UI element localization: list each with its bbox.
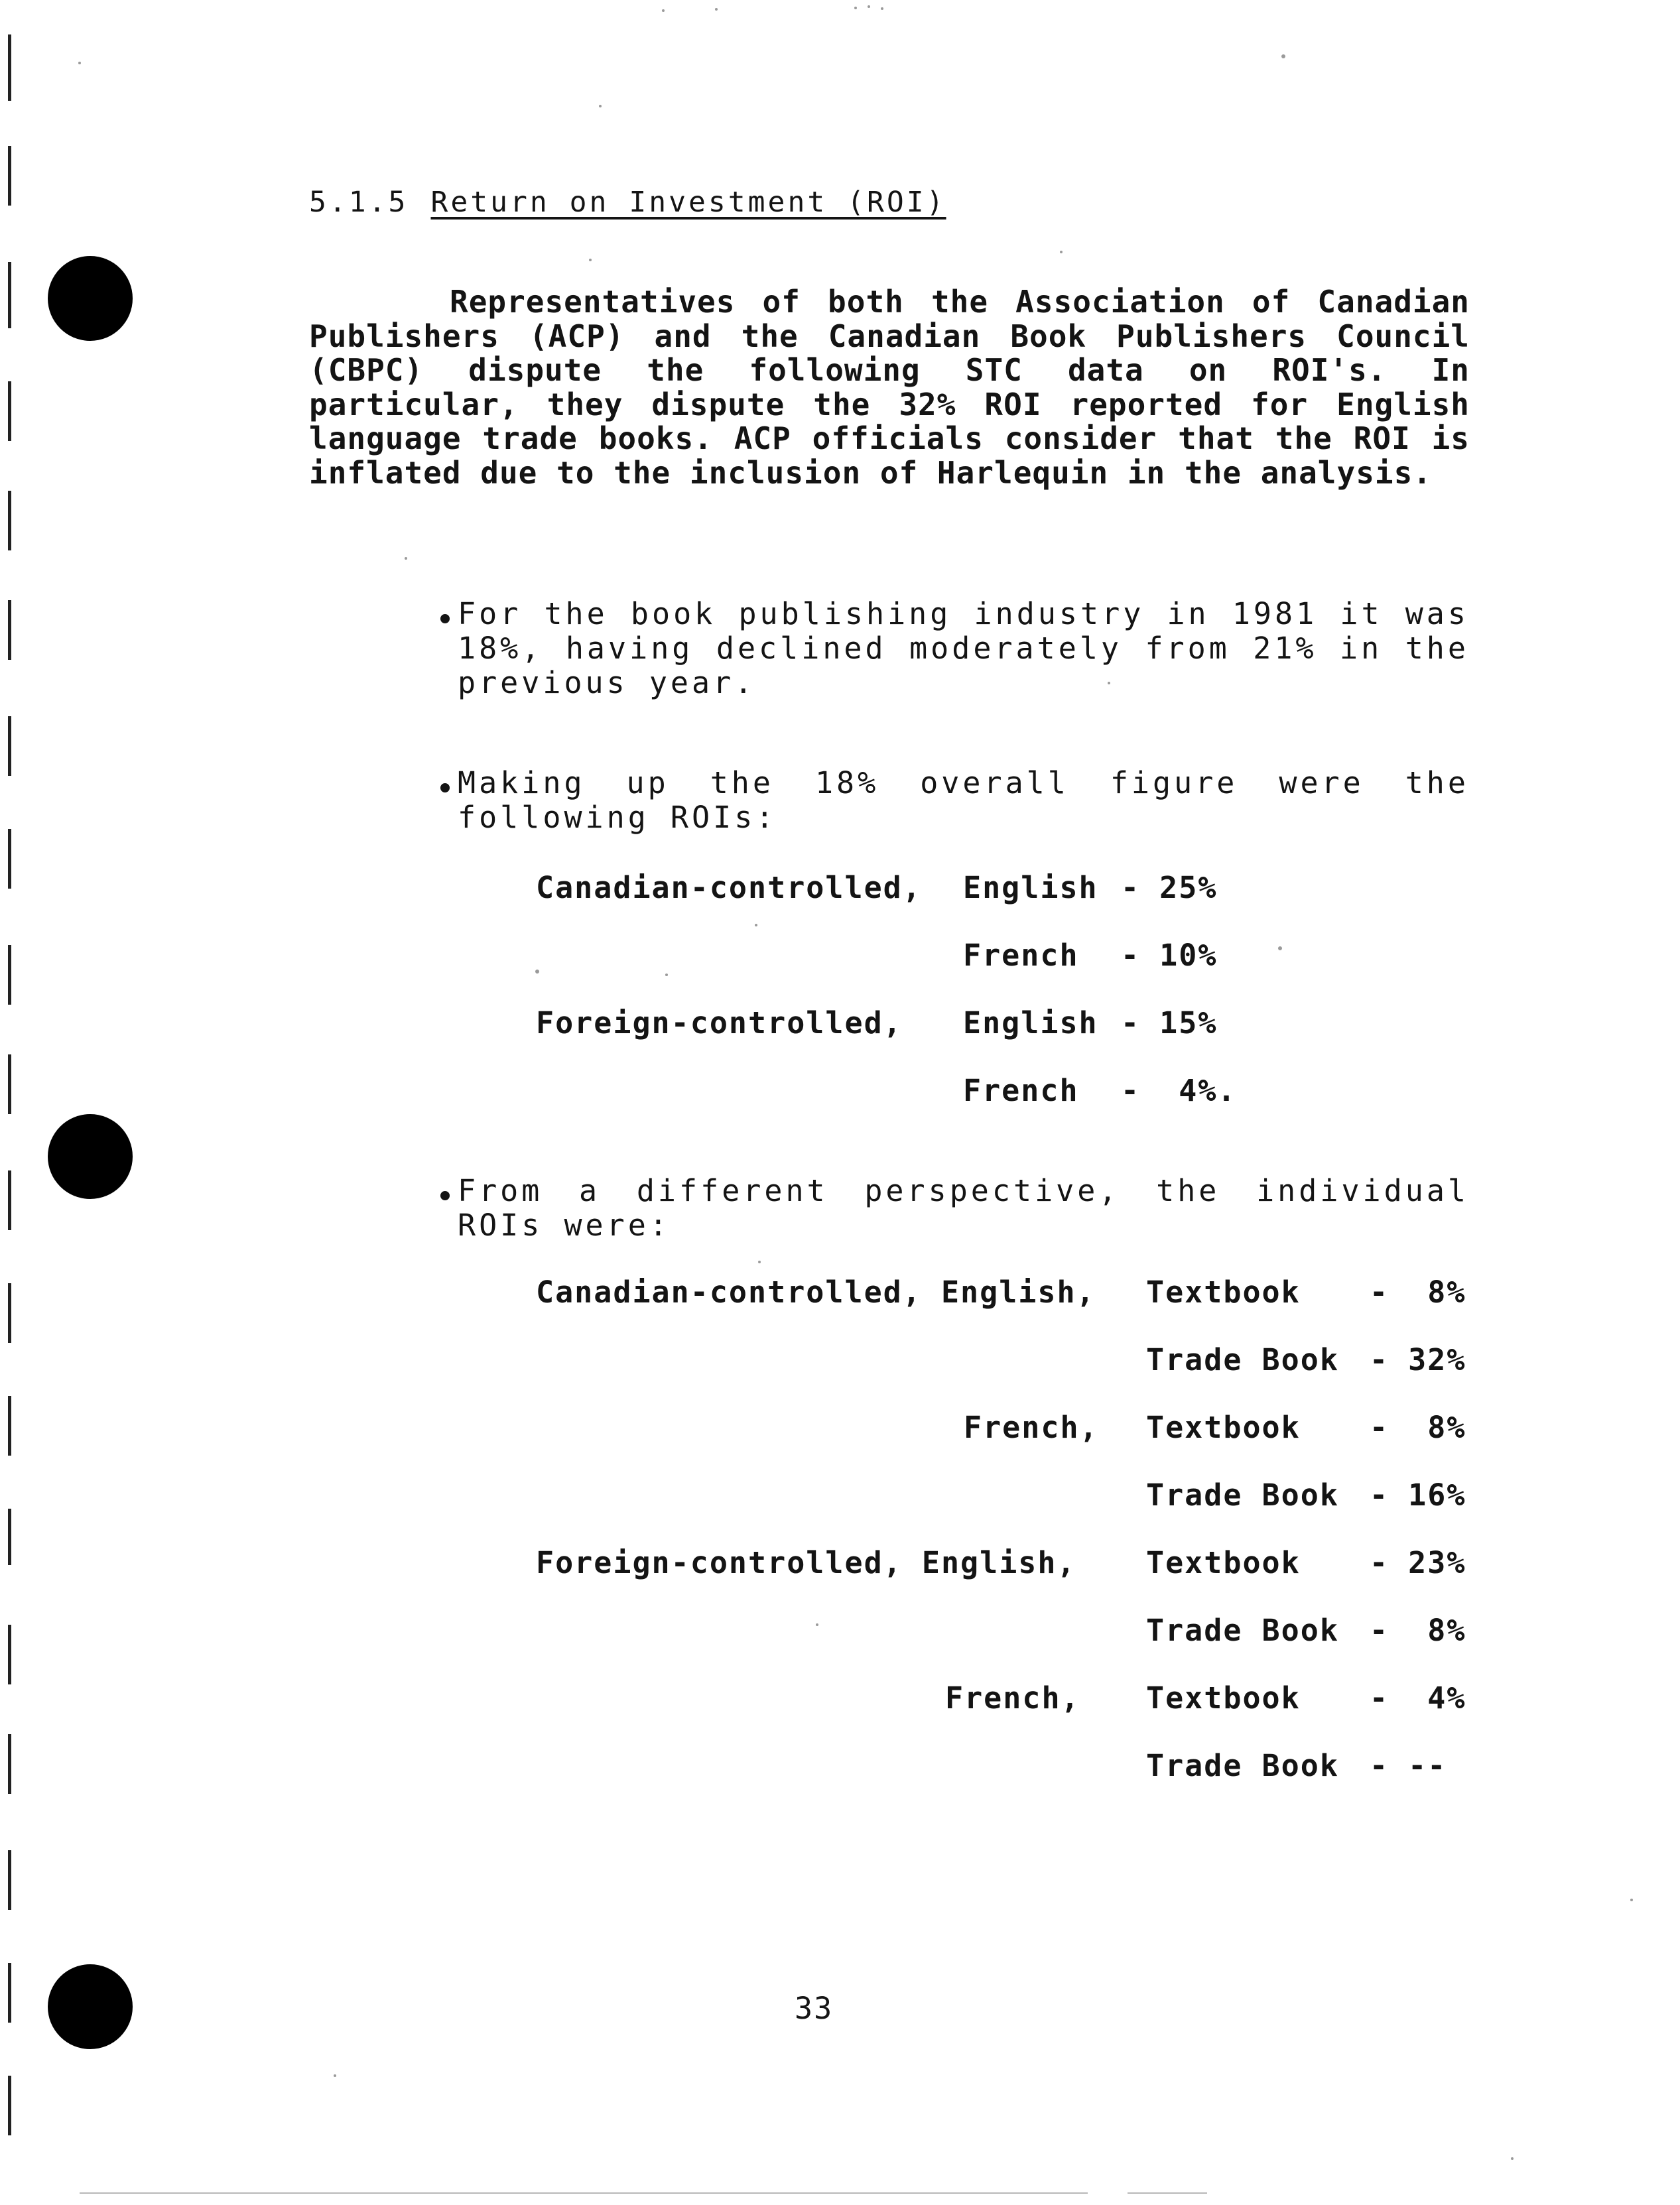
edge-mark [8, 1283, 11, 1343]
edge-mark [8, 146, 11, 206]
edge-mark [8, 2076, 11, 2135]
roi-control: Foreign-controlled, English, [536, 1545, 1076, 1580]
roi-language: English [963, 870, 1098, 905]
roi-category: Trade Book [1146, 1342, 1339, 1377]
edge-mark [8, 945, 11, 1005]
section-heading [309, 186, 946, 219]
roi-value: - 23% [1370, 1545, 1466, 1580]
roi-value: - 8% [1370, 1613, 1466, 1648]
edge-mark [8, 1734, 11, 1794]
edge-mark [8, 1625, 11, 1684]
page-number: 33 [795, 1991, 834, 2026]
edge-mark [8, 600, 11, 660]
edge-mark [8, 1850, 11, 1910]
edge-mark [8, 716, 11, 776]
roi-control: Foreign-controlled, [536, 1005, 903, 1040]
roi-category: Trade Book [1146, 1613, 1339, 1648]
bullet-item: From a different perspective, the individual ROIs were: [458, 1173, 1469, 1243]
roi-category: Textbook [1146, 1275, 1301, 1310]
edge-mark [8, 1963, 11, 2023]
edge-mark [8, 381, 11, 441]
roi-control: Canadian-controlled, [536, 870, 922, 905]
edge-mark [8, 829, 11, 889]
edge-mark [8, 1509, 11, 1565]
roi-value: - 4% [1370, 1680, 1466, 1716]
roi-value: - 25% [1121, 870, 1218, 905]
punch-hole-top [48, 256, 133, 341]
roi-value: - 4%. [1121, 1073, 1237, 1108]
roi-category: Trade Book [1146, 1478, 1339, 1513]
roi-language: French [963, 1073, 1079, 1108]
roi-category: Textbook [1146, 1680, 1301, 1716]
roi-category: Textbook [1146, 1545, 1301, 1580]
edge-mark [8, 1054, 11, 1114]
roi-value: - 16% [1370, 1478, 1466, 1513]
roi-value: - 10% [1121, 938, 1218, 973]
roi-value: - -- [1370, 1748, 1447, 1783]
punch-hole-middle [48, 1114, 133, 1199]
punch-hole-bottom [48, 1964, 133, 2049]
roi-control: French, [964, 1410, 1099, 1445]
roi-value: - 8% [1370, 1275, 1466, 1310]
edge-mark [8, 1170, 11, 1230]
edge-mark [8, 491, 11, 550]
roi-value: - 15% [1121, 1005, 1218, 1040]
intro-paragraph: Representatives of both the Association of Canadian Publishers (ACP) and the Canadian Book Publishers Council (CBPC) dispute the following STC data on ROI's. In particular, they dispute the 32% ROI reported for English language trade books. ACP officials consider that the ROI is inflated due to the inclusion of Harlequin in the analysis. [309, 284, 1470, 491]
roi-control: French, [945, 1680, 1080, 1716]
edge-mark [8, 1396, 11, 1456]
edge-mark [8, 34, 11, 101]
roi-category: Trade Book [1146, 1748, 1339, 1783]
roi-category: Textbook [1146, 1410, 1301, 1445]
section-title: Return on Investment (ROI) [430, 186, 946, 219]
roi-value: - 32% [1370, 1342, 1466, 1377]
bullet-item: Making up the 18% overall figure were the following ROIs: [458, 765, 1469, 835]
edge-mark [8, 262, 11, 328]
roi-value: - 8% [1370, 1410, 1466, 1445]
bullet-item: For the book publishing industry in 1981 it was 18%, having declined moderately from 21% in the previous year. [458, 596, 1469, 700]
roi-language: French [963, 938, 1079, 973]
roi-language: English [963, 1005, 1098, 1040]
roi-control: Canadian-controlled, English, [536, 1275, 1096, 1310]
section-number: 5.1.5 [309, 186, 409, 219]
